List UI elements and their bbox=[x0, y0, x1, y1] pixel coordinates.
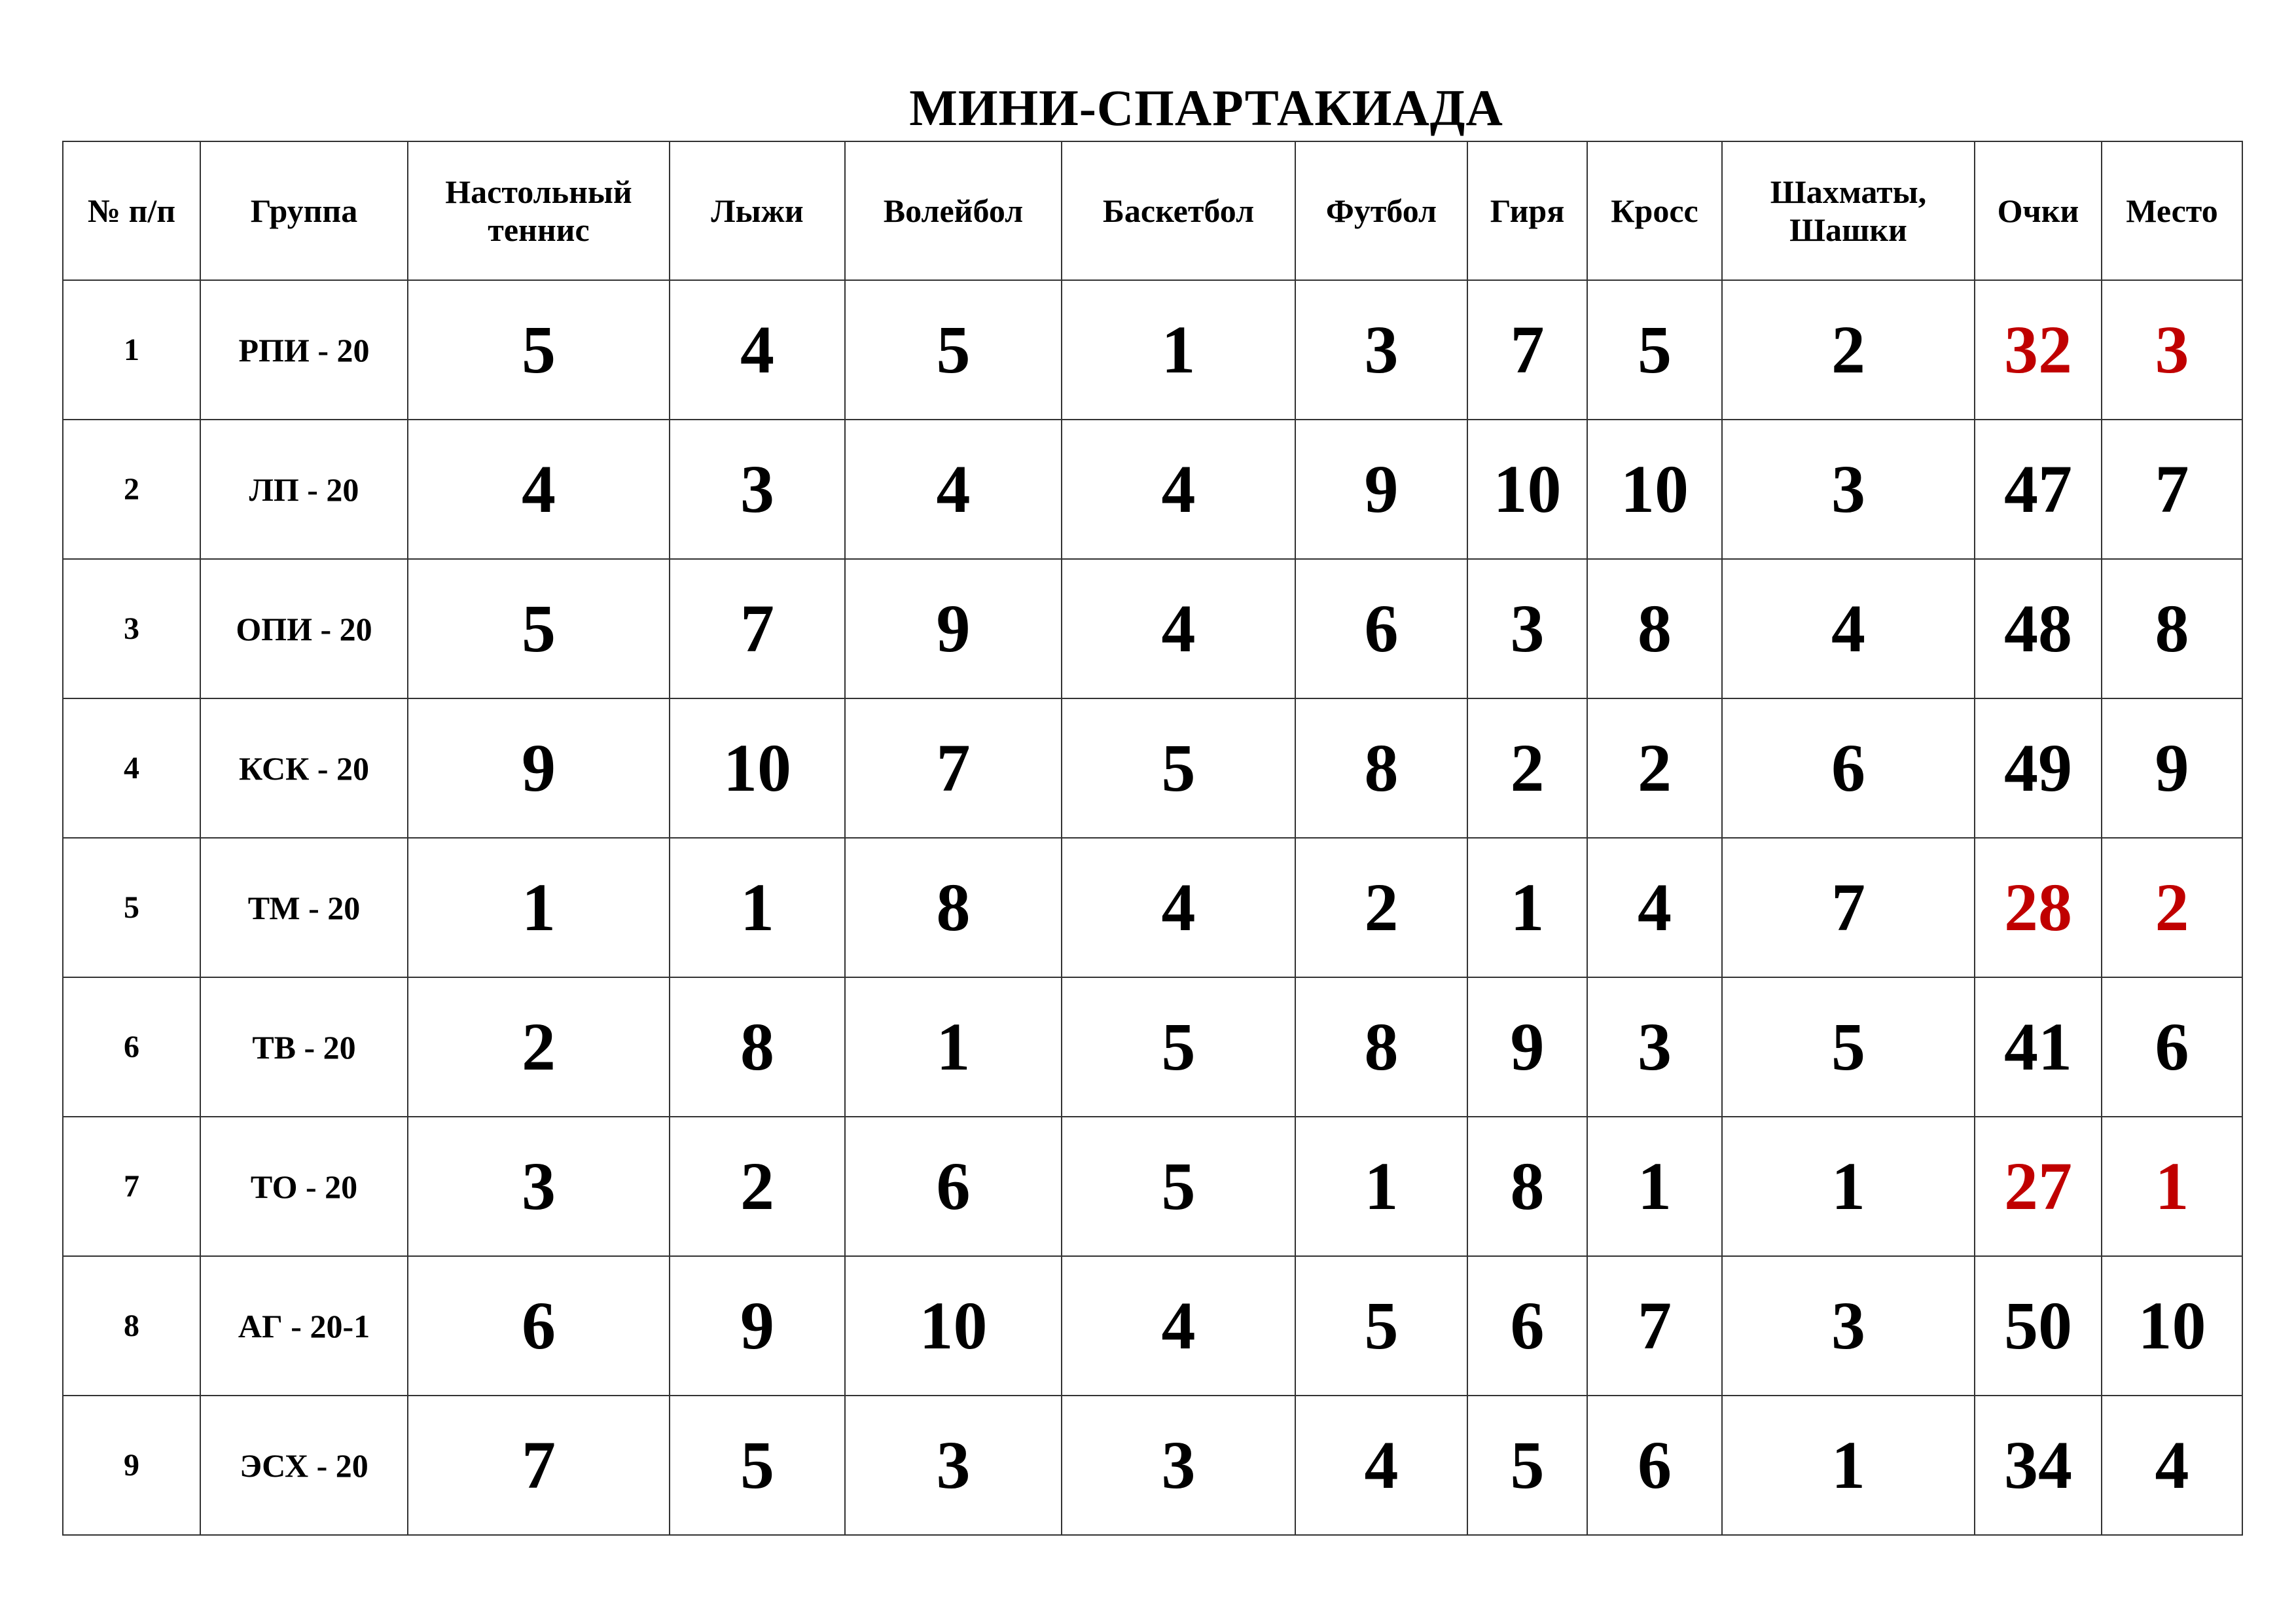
score-cell: 3 bbox=[845, 1396, 1062, 1535]
score-cell: 8 bbox=[1295, 977, 1467, 1117]
score-cell: 7 bbox=[670, 559, 845, 698]
row-number-cell: 2 bbox=[63, 420, 200, 559]
column-header-label: Гиря bbox=[1490, 192, 1565, 229]
header-skiing bbox=[670, 141, 845, 280]
score-cell: 2 bbox=[1722, 280, 1975, 420]
score-cell: 9 bbox=[670, 1256, 845, 1396]
header-basketball bbox=[1062, 141, 1295, 280]
score-cell: 5 bbox=[845, 280, 1062, 420]
score-cell: 3 bbox=[408, 1117, 670, 1256]
score-cell: 10 bbox=[1467, 420, 1587, 559]
score-cell: 5 bbox=[408, 559, 670, 698]
score-cell: 4 bbox=[670, 280, 845, 420]
group-name-cell: ЛП - 20 bbox=[200, 420, 408, 559]
score-cell: 6 bbox=[408, 1256, 670, 1396]
score-cell: 1 bbox=[1467, 838, 1587, 977]
score-cell: 5 bbox=[1295, 1256, 1467, 1396]
column-header-label: Очки bbox=[1997, 192, 2079, 229]
row-number-cell: 1 bbox=[63, 280, 200, 420]
group-name-cell: ТВ - 20 bbox=[200, 977, 408, 1117]
table-body bbox=[63, 280, 2242, 1535]
points-cell: 34 bbox=[1975, 1396, 2102, 1535]
points-cell: 41 bbox=[1975, 977, 2102, 1117]
header-volleyball bbox=[845, 141, 1062, 280]
header-place bbox=[2102, 141, 2242, 280]
points-cell: 47 bbox=[1975, 420, 2102, 559]
score-cell: 1 bbox=[670, 838, 845, 977]
place-cell: 4 bbox=[2102, 1396, 2242, 1535]
score-cell: 7 bbox=[408, 1396, 670, 1535]
score-cell: 9 bbox=[408, 698, 670, 838]
score-cell: 3 bbox=[1587, 977, 1722, 1117]
score-cell: 6 bbox=[1295, 559, 1467, 698]
row-number-cell: 4 bbox=[63, 698, 200, 838]
place-cell: 3 bbox=[2102, 280, 2242, 420]
place-cell: 1 bbox=[2102, 1117, 2242, 1256]
score-cell: 4 bbox=[1062, 559, 1295, 698]
score-cell: 10 bbox=[845, 1256, 1062, 1396]
score-cell: 9 bbox=[845, 559, 1062, 698]
column-header-label: Волейбол bbox=[883, 192, 1024, 229]
score-cell: 2 bbox=[670, 1117, 845, 1256]
score-cell: 4 bbox=[1062, 838, 1295, 977]
score-cell: 4 bbox=[1587, 838, 1722, 977]
place-cell: 7 bbox=[2102, 420, 2242, 559]
column-header-label: Кросс bbox=[1611, 192, 1698, 229]
score-cell: 8 bbox=[1587, 559, 1722, 698]
score-cell: 3 bbox=[1722, 1256, 1975, 1396]
group-name-cell: ЭСХ - 20 bbox=[200, 1396, 408, 1535]
score-cell: 1 bbox=[845, 977, 1062, 1117]
header-football bbox=[1295, 141, 1467, 280]
score-cell: 10 bbox=[1587, 420, 1722, 559]
group-name-cell: ТО - 20 bbox=[200, 1117, 408, 1256]
score-cell: 5 bbox=[1062, 698, 1295, 838]
group-name-cell: КСК - 20 bbox=[200, 698, 408, 838]
score-cell: 2 bbox=[408, 977, 670, 1117]
place-cell: 2 bbox=[2102, 838, 2242, 977]
score-cell: 5 bbox=[1062, 1117, 1295, 1256]
row-number-cell: 5 bbox=[63, 838, 200, 977]
column-header-label: Баскетбол bbox=[1102, 192, 1255, 229]
row-number-cell: 3 bbox=[63, 559, 200, 698]
score-cell: 7 bbox=[1587, 1256, 1722, 1396]
table-row bbox=[63, 1256, 2242, 1396]
header-number bbox=[63, 141, 200, 280]
score-cell: 8 bbox=[1295, 698, 1467, 838]
header-group bbox=[200, 141, 408, 280]
score-cell: 7 bbox=[1722, 838, 1975, 977]
score-cell: 3 bbox=[670, 420, 845, 559]
header-row bbox=[63, 141, 2242, 280]
table-row bbox=[63, 838, 2242, 977]
score-cell: 8 bbox=[845, 838, 1062, 977]
place-cell: 9 bbox=[2102, 698, 2242, 838]
score-cell: 2 bbox=[1587, 698, 1722, 838]
score-cell: 5 bbox=[1722, 977, 1975, 1117]
group-name-cell: РПИ - 20 bbox=[200, 280, 408, 420]
score-cell: 4 bbox=[845, 420, 1062, 559]
score-cell: 1 bbox=[1722, 1117, 1975, 1256]
score-cell: 4 bbox=[1062, 420, 1295, 559]
column-header-label: Место bbox=[2126, 192, 2218, 229]
points-cell: 49 bbox=[1975, 698, 2102, 838]
score-cell: 1 bbox=[1587, 1117, 1722, 1256]
row-number-cell: 7 bbox=[63, 1117, 200, 1256]
score-cell: 9 bbox=[1295, 420, 1467, 559]
table-row bbox=[63, 420, 2242, 559]
header-cross-country bbox=[1587, 141, 1722, 280]
row-number-cell: 6 bbox=[63, 977, 200, 1117]
score-cell: 4 bbox=[1062, 1256, 1295, 1396]
score-cell: 5 bbox=[1062, 977, 1295, 1117]
score-cell: 10 bbox=[670, 698, 845, 838]
table-row bbox=[63, 977, 2242, 1117]
score-cell: 5 bbox=[408, 280, 670, 420]
score-cell: 7 bbox=[1467, 280, 1587, 420]
group-name-cell: АГ - 20-1 bbox=[200, 1256, 408, 1396]
score-cell: 3 bbox=[1295, 280, 1467, 420]
column-header-label: Футбол bbox=[1325, 192, 1437, 229]
header-table-tennis bbox=[408, 141, 670, 280]
row-number-cell: 8 bbox=[63, 1256, 200, 1396]
score-cell: 3 bbox=[1062, 1396, 1295, 1535]
page-title: МИНИ-СПАРТАКИАДА bbox=[909, 79, 1503, 136]
points-cell: 28 bbox=[1975, 838, 2102, 977]
score-cell: 4 bbox=[408, 420, 670, 559]
column-header-label: Группа bbox=[250, 192, 358, 229]
score-cell: 7 bbox=[845, 698, 1062, 838]
results-table bbox=[62, 141, 2243, 1536]
score-cell: 5 bbox=[670, 1396, 845, 1535]
group-name-cell: ТМ - 20 bbox=[200, 838, 408, 977]
score-cell: 3 bbox=[1722, 420, 1975, 559]
group-name-cell: ОПИ - 20 bbox=[200, 559, 408, 698]
score-cell: 9 bbox=[1467, 977, 1587, 1117]
score-cell: 1 bbox=[1295, 1117, 1467, 1256]
score-cell: 8 bbox=[670, 977, 845, 1117]
header-kettlebell bbox=[1467, 141, 1587, 280]
score-cell: 4 bbox=[1722, 559, 1975, 698]
points-cell: 27 bbox=[1975, 1117, 2102, 1256]
table-row bbox=[63, 1396, 2242, 1535]
column-header-label: Лыжи bbox=[711, 192, 804, 229]
table-row bbox=[63, 280, 2242, 420]
score-cell: 6 bbox=[1722, 698, 1975, 838]
place-cell: 8 bbox=[2102, 559, 2242, 698]
score-cell: 2 bbox=[1295, 838, 1467, 977]
score-cell: 8 bbox=[1467, 1117, 1587, 1256]
place-cell: 6 bbox=[2102, 977, 2242, 1117]
points-cell: 32 bbox=[1975, 280, 2102, 420]
place-cell: 10 bbox=[2102, 1256, 2242, 1396]
score-cell: 1 bbox=[1062, 280, 1295, 420]
column-header-label: Шахматы, Шашки bbox=[1770, 173, 1927, 248]
score-cell: 1 bbox=[408, 838, 670, 977]
column-header-label: № п/п bbox=[87, 192, 176, 229]
score-cell: 5 bbox=[1467, 1396, 1587, 1535]
score-cell: 6 bbox=[845, 1117, 1062, 1256]
column-header-label: Настольный теннис bbox=[445, 173, 632, 248]
score-cell: 3 bbox=[1467, 559, 1587, 698]
header-points bbox=[1975, 141, 2102, 280]
table-row bbox=[63, 698, 2242, 838]
score-cell: 2 bbox=[1467, 698, 1587, 838]
row-number-cell: 9 bbox=[63, 1396, 200, 1535]
table-row bbox=[63, 559, 2242, 698]
score-cell: 5 bbox=[1587, 280, 1722, 420]
score-cell: 6 bbox=[1467, 1256, 1587, 1396]
points-cell: 48 bbox=[1975, 559, 2102, 698]
score-cell: 6 bbox=[1587, 1396, 1722, 1535]
table-row bbox=[63, 1117, 2242, 1256]
points-cell: 50 bbox=[1975, 1256, 2102, 1396]
header-chess-checkers bbox=[1722, 141, 1975, 280]
score-cell: 4 bbox=[1295, 1396, 1467, 1535]
score-cell: 1 bbox=[1722, 1396, 1975, 1535]
